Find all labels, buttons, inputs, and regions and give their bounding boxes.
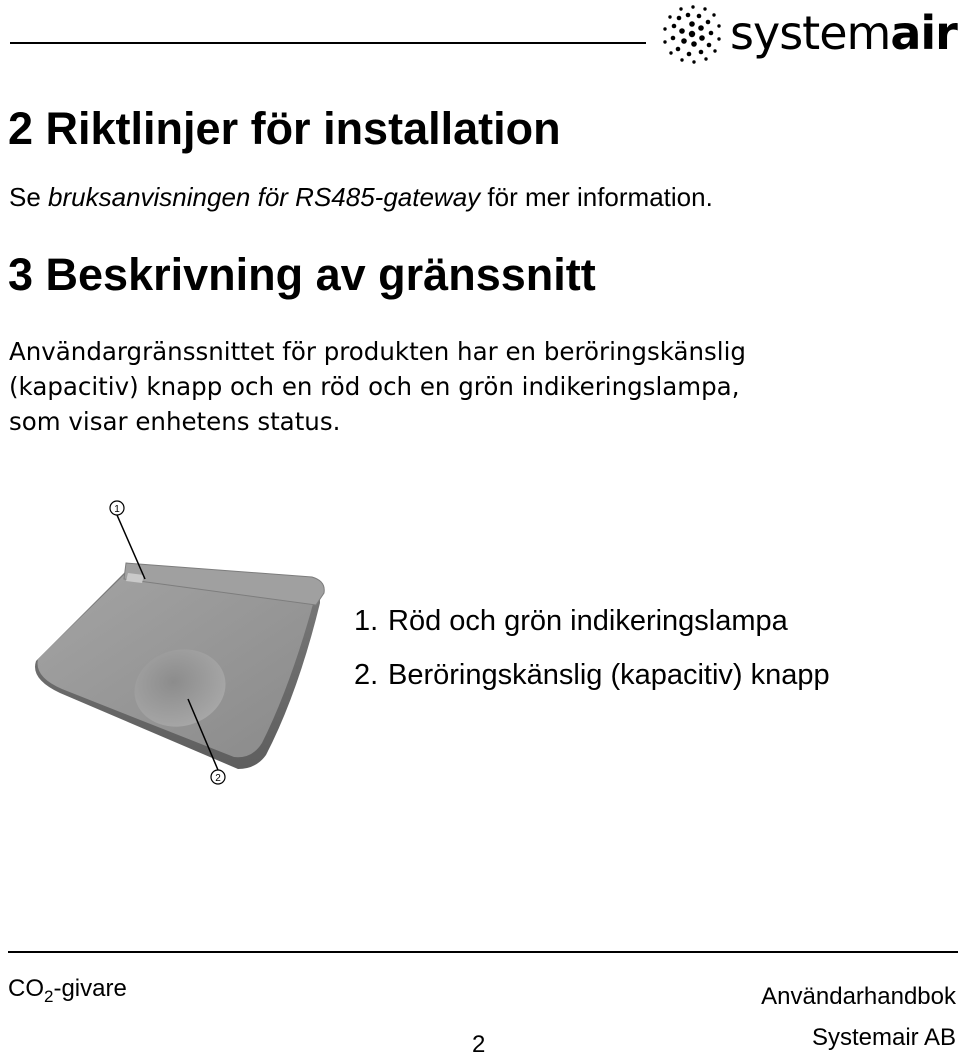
footer-product-prefix: CO xyxy=(8,975,44,1002)
callout-number-2: 2 xyxy=(215,773,221,784)
legend-item xyxy=(354,594,830,648)
installation-text-before: Se xyxy=(9,182,49,212)
footer-product-name xyxy=(8,974,127,1004)
footer-product-subscript: 2 xyxy=(44,987,54,1006)
footer-page-number: 2 xyxy=(472,1031,486,1058)
systemair-logo xyxy=(662,4,958,64)
figure-legend xyxy=(354,594,830,702)
legend-label: Röd och grön indikeringslampa xyxy=(388,605,788,637)
callout-number-1: 1 xyxy=(114,504,120,515)
interface-line-1: Användargränssnittet för produkten har en beröringskänslig xyxy=(9,337,746,366)
legend-number: 1. xyxy=(354,605,379,637)
legend-label: Beröringskänslig (kapacitiv) knapp xyxy=(388,659,830,691)
device-illustration xyxy=(30,493,350,793)
legend-item xyxy=(354,648,830,702)
logo-text-light: system xyxy=(730,6,891,60)
installation-text-after: för mer information. xyxy=(480,182,713,212)
logo-text-bold: air xyxy=(890,6,957,60)
footer-rule xyxy=(8,951,958,953)
logo-wordmark xyxy=(730,6,957,60)
section-heading-interface: 3 Beskrivning av gränssnitt xyxy=(8,249,596,300)
section-heading-installation: 2 Riktlinjer för installation xyxy=(8,103,561,154)
interface-line-3: som visar enhetens status. xyxy=(9,407,341,436)
interface-line-2: (kapacitiv) knapp och en röd och en grön indikeringslampa, xyxy=(9,372,740,401)
footer-product-suffix: -givare xyxy=(53,975,127,1002)
legend-number: 2. xyxy=(354,659,379,691)
interface-paragraph xyxy=(9,334,949,439)
logo-dots-icon xyxy=(662,4,722,64)
installation-paragraph xyxy=(9,180,713,214)
footer-manual-title: Användarhandbok xyxy=(761,983,956,1010)
footer-company: Systemair AB xyxy=(811,1024,956,1051)
header-rule xyxy=(10,42,646,44)
gateway-manual-reference: bruksanvisningen för RS485-gateway xyxy=(48,182,481,212)
